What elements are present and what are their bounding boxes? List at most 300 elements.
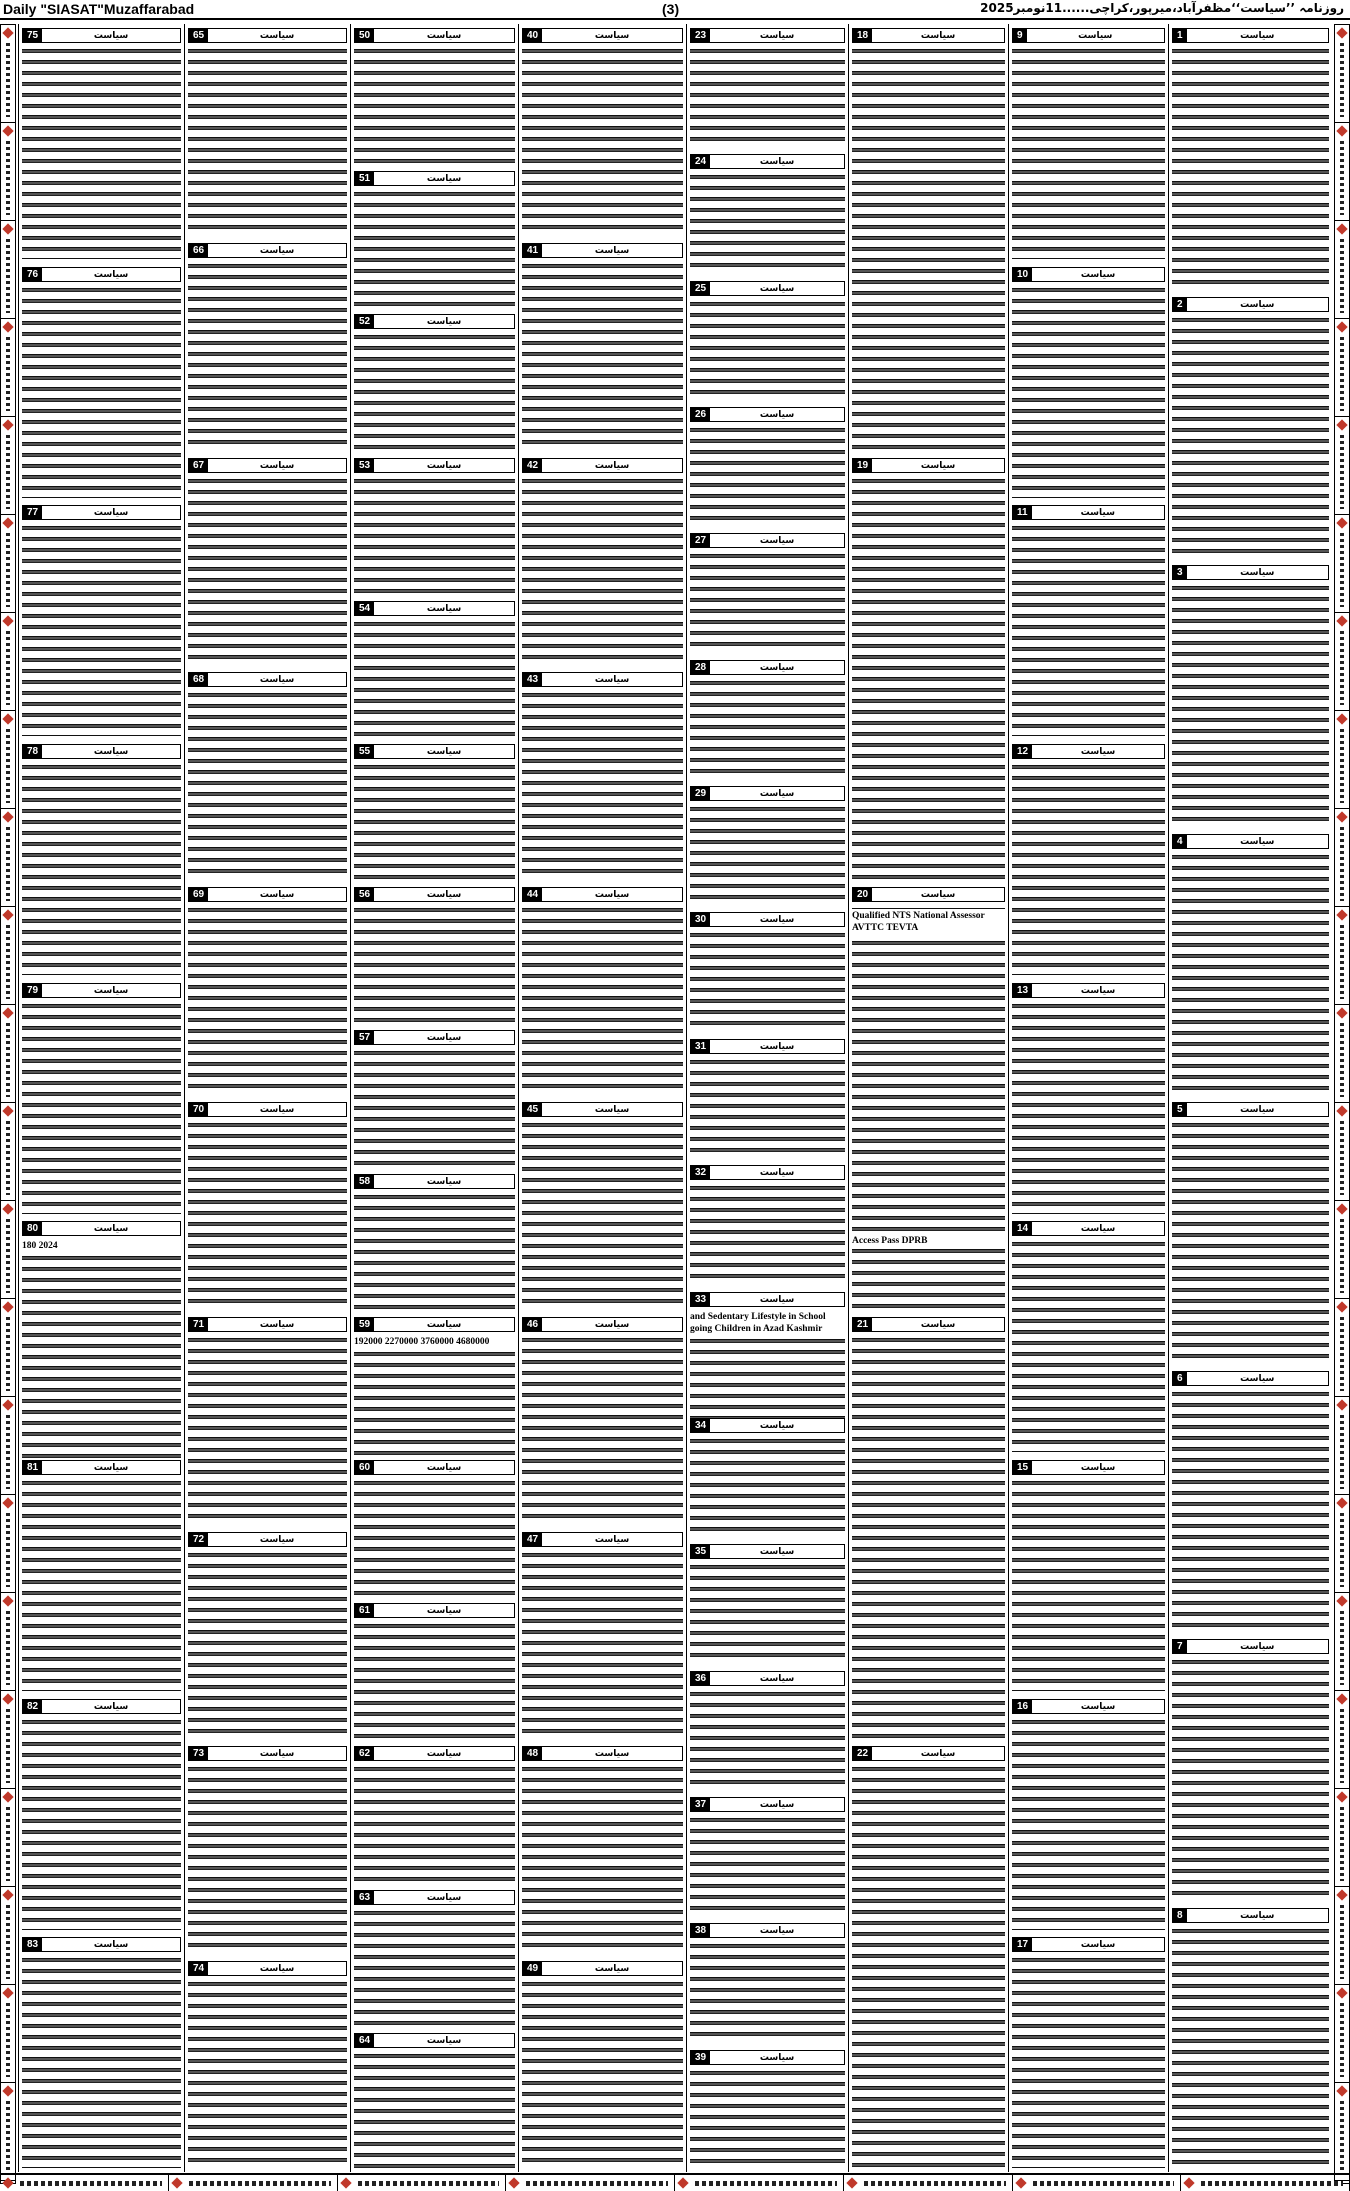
notice-number: 12 (1013, 745, 1032, 758)
notice-body-text (354, 1349, 515, 1466)
notice-number: 45 (523, 1103, 542, 1116)
notice-logo: سیاست (759, 1041, 795, 1052)
notice-block (22, 1933, 181, 2170)
notice-logo: سیاست (93, 269, 129, 280)
notice-header (852, 1746, 1005, 1761)
notice-logo: سیاست (259, 30, 295, 41)
notice-logo: سیاست (1240, 836, 1275, 847)
notice-number: 36 (691, 1672, 710, 1685)
notice-header (188, 1961, 347, 1976)
notice-block (1172, 24, 1329, 291)
notice-logo: سیاست (594, 1104, 630, 1115)
strip-segment (1335, 613, 1349, 711)
notice-number: 32 (691, 1166, 710, 1179)
english-text: and Sedentary Lifestyle in School going Children in Azad Kashmir (690, 1310, 845, 1336)
notice-number: 59 (355, 1318, 374, 1331)
notice-logo: سیاست (594, 889, 630, 900)
notice-logo: سیاست (259, 674, 295, 685)
notice-logo: سیاست (920, 1748, 956, 1759)
notice-logo: سیاست (426, 30, 462, 41)
notice-logo: سیاست (594, 1748, 630, 1759)
notice-header (354, 2033, 515, 2048)
notice-body-text (1012, 1717, 1165, 1930)
notice-block (1172, 561, 1329, 828)
notice-header (22, 267, 181, 282)
masthead (0, 0, 1350, 20)
notice-body-text (188, 46, 347, 235)
notice-body-text (1012, 1239, 1165, 1452)
notice-block (22, 24, 181, 261)
notice-logo: سیاست (93, 985, 129, 996)
notice-header (690, 407, 845, 422)
notice-body-text (690, 930, 845, 1030)
notice-header (354, 28, 515, 43)
notice-number: 78 (23, 745, 42, 758)
notice-logo: سیاست (93, 30, 129, 41)
notice-number: 22 (853, 1747, 872, 1760)
notice-block (354, 167, 515, 308)
strip-segment (1335, 25, 1349, 123)
strip-segment (1335, 1789, 1349, 1887)
notice-block (1012, 1933, 1165, 2170)
notice-number: 2 (1173, 298, 1187, 311)
strip-segment (1, 1789, 15, 1887)
notice-logo: سیاست (1080, 1223, 1116, 1234)
strip-segment (1, 711, 15, 809)
notice-number: 11 (1013, 506, 1032, 519)
notice-header (690, 1292, 845, 1307)
notice-body-text (354, 1192, 515, 1309)
notice-number: 55 (355, 745, 374, 758)
strip-segment (1, 1201, 15, 1299)
notice-block (354, 1599, 515, 1740)
notice-header (354, 1030, 515, 1045)
notice-number: 30 (691, 913, 710, 926)
notice-number: 58 (355, 1175, 374, 1188)
notice-number: 14 (1013, 1222, 1032, 1235)
strip-segment (1, 123, 15, 221)
notice-number: 62 (355, 1747, 374, 1760)
notice-block (852, 1742, 1005, 2170)
notice-number: 70 (189, 1103, 208, 1116)
notice-block (1172, 1367, 1329, 1634)
notice-body-text (690, 172, 845, 272)
notice-number: 34 (691, 1419, 710, 1432)
notice-logo: سیاست (259, 1104, 295, 1115)
footer-segment (1181, 2175, 1350, 2191)
notice-body-text (522, 1979, 683, 2168)
notice-number: 35 (691, 1545, 710, 1558)
notice-header (188, 1317, 347, 1332)
footer-segment (169, 2175, 338, 2191)
notice-body-text (354, 1908, 515, 2025)
notice-body-text (1172, 1926, 1329, 2169)
notice-header (690, 1923, 845, 1938)
notice-header (522, 1532, 683, 1547)
left-decorative-strip (0, 24, 16, 2184)
notice-column (686, 24, 848, 2172)
notice-header (1012, 1699, 1165, 1714)
notice-number: 51 (355, 172, 374, 185)
strip-segment (1335, 1005, 1349, 1103)
notice-body-text (1172, 1120, 1329, 1363)
strip-segment (1, 417, 15, 515)
notice-header (354, 1746, 515, 1761)
notice-number: 65 (189, 29, 208, 42)
notice-number: 67 (189, 459, 208, 472)
footer-segment (675, 2175, 844, 2191)
notice-block (852, 24, 1005, 452)
notice-number: 16 (1013, 1700, 1032, 1713)
notice-logo: سیاست (259, 1319, 295, 1330)
strip-segment (1335, 123, 1349, 221)
notice-number: 73 (189, 1747, 208, 1760)
notice-header (522, 887, 683, 902)
notice-number: 82 (23, 1700, 42, 1713)
notice-body-text (690, 804, 845, 904)
notice-header (1012, 505, 1165, 520)
notice-body-text (22, 285, 181, 498)
notice-logo: سیاست (93, 1462, 129, 1473)
notice-header (1012, 744, 1165, 759)
strip-segment (1335, 907, 1349, 1005)
notice-block (522, 668, 683, 881)
notice-logo: سیاست (93, 507, 129, 518)
strip-segment (1335, 1495, 1349, 1593)
notice-number: 23 (691, 29, 710, 42)
notice-body-text (22, 1717, 181, 1930)
notice-body-text (522, 905, 683, 1094)
notice-header (690, 28, 845, 43)
notice-block (1012, 1217, 1165, 1454)
strip-segment (1, 515, 15, 613)
notice-number: 42 (523, 459, 542, 472)
notice-number: 74 (189, 1962, 208, 1975)
notice-block (690, 150, 845, 274)
notice-body-text (690, 425, 845, 525)
notice-number: 72 (189, 1533, 208, 1546)
notice-block (354, 1313, 515, 1454)
notice-block (690, 24, 845, 148)
notice-column (518, 24, 686, 2172)
strip-segment (1335, 515, 1349, 613)
strip-segment (1, 1495, 15, 1593)
notice-logo: سیاست (759, 2052, 795, 2063)
masthead-paper-name: Daily "SIASAT"Muzaffarabad (3, 1, 195, 17)
notice-number: 33 (691, 1293, 710, 1306)
notice-logo: سیاست (759, 1420, 795, 1431)
notice-number: 52 (355, 315, 374, 328)
notice-body-text (188, 690, 347, 879)
notice-body-text (1012, 762, 1165, 975)
notice-logo: سیاست (1240, 1373, 1275, 1384)
notice-body-text (1172, 852, 1329, 1095)
notice-header (22, 1460, 181, 1475)
strip-segment (1335, 1201, 1349, 1299)
notice-number: 66 (189, 244, 208, 257)
notice-number: 18 (853, 29, 872, 42)
notice-header (22, 28, 181, 43)
strip-segment (1335, 2083, 1349, 2181)
strip-segment (1, 907, 15, 1005)
notice-logo: سیاست (920, 889, 956, 900)
notice-logo: سیاست (759, 156, 795, 167)
notice-header (690, 1544, 845, 1559)
footer-segment (1013, 2175, 1182, 2191)
notice-header (690, 154, 845, 169)
strip-segment (1335, 319, 1349, 417)
notice-block (690, 1414, 845, 1538)
notice-header (354, 314, 515, 329)
notice-number: 6 (1173, 1372, 1187, 1385)
notice-block (690, 1161, 845, 1285)
notice-number: 54 (355, 602, 374, 615)
notice-header (1172, 565, 1329, 580)
notice-number: 75 (23, 29, 42, 42)
amount-text: 192000 2270000 3760000 4680000 (354, 1335, 515, 1349)
strip-segment (1335, 1299, 1349, 1397)
notice-block (522, 1313, 683, 1526)
notice-logo: سیاست (426, 1176, 462, 1187)
notice-body-text (354, 46, 515, 163)
notice-number: 40 (523, 29, 542, 42)
notice-header (354, 601, 515, 616)
notice-number: 21 (853, 1318, 872, 1331)
notice-body-text (852, 905, 1005, 1309)
notice-body-text (188, 905, 347, 1094)
strip-segment (1, 1887, 15, 1985)
notice-number: 9 (1013, 29, 1027, 42)
notice-logo: سیاست (1080, 985, 1116, 996)
notice-logo: سیاست (426, 2035, 462, 2046)
notice-logo: سیاست (759, 1294, 795, 1305)
notice-logo: سیاست (759, 1673, 795, 1684)
notice-header (354, 1603, 515, 1618)
notice-number: 29 (691, 787, 710, 800)
notice-logo: سیاست (259, 1534, 295, 1545)
notice-body-text (690, 1689, 845, 1789)
notice-body-text (1012, 1478, 1165, 1691)
notice-block (690, 277, 845, 401)
strip-segment (1335, 417, 1349, 515)
notice-logo: سیاست (93, 1223, 129, 1234)
notice-header (1172, 1908, 1329, 1923)
strip-segment (1335, 1103, 1349, 1201)
notice-block (690, 403, 845, 527)
notice-block (1172, 1904, 1329, 2171)
notice-header (1172, 1639, 1329, 1654)
strip-segment (1, 613, 15, 711)
notice-header (354, 1890, 515, 1905)
notice-number: 8 (1173, 1909, 1187, 1922)
notice-block (22, 979, 181, 1216)
amount-text: 180 2024 (22, 1239, 181, 1253)
notice-block (690, 782, 845, 906)
notice-body-text (1012, 1955, 1165, 2168)
notice-logo: سیاست (920, 460, 956, 471)
notice-block (354, 1456, 515, 1597)
notice-body-text (354, 619, 515, 736)
notice-header (188, 28, 347, 43)
notice-body-text (188, 261, 347, 450)
notice-logo: سیاست (594, 30, 630, 41)
notice-body-text (690, 1436, 845, 1536)
notice-logo: سیاست (259, 889, 295, 900)
notice-number: 41 (523, 244, 542, 257)
strip-segment (1, 1691, 15, 1789)
notice-logo: سیاست (759, 30, 795, 41)
notice-block (522, 1742, 683, 1955)
notice-header (690, 912, 845, 927)
notice-block (522, 24, 683, 237)
notice-body-text (1172, 46, 1329, 289)
notice-header (22, 505, 181, 520)
notice-logo: سیاست (426, 1605, 462, 1616)
notice-body-text (188, 1979, 347, 2168)
notice-logo: سیاست (93, 1939, 129, 1950)
notice-header (690, 660, 845, 675)
notice-number: 44 (523, 888, 542, 901)
notice-logo: سیاست (426, 173, 462, 184)
notice-header (1172, 834, 1329, 849)
notice-body-text (354, 762, 515, 879)
notice-body-text (22, 1253, 181, 1466)
strip-segment (1, 221, 15, 319)
notice-logo: سیاست (594, 1534, 630, 1545)
notice-body-text (690, 1057, 845, 1157)
notice-number: 68 (189, 673, 208, 686)
notice-block (852, 454, 1005, 882)
notice-body-text (522, 690, 683, 879)
notice-body-text (22, 46, 181, 259)
notice-body-text (852, 1335, 1005, 1739)
notice-logo: سیاست (259, 245, 295, 256)
strip-segment (1335, 221, 1349, 319)
strip-segment (1335, 1985, 1349, 2083)
notice-number: 39 (691, 2051, 710, 2064)
notice-header (522, 1317, 683, 1332)
notice-number: 53 (355, 459, 374, 472)
notice-logo: سیاست (759, 1925, 795, 1936)
notice-block (522, 454, 683, 667)
notice-block (852, 1313, 1005, 1741)
notice-body-text (188, 1335, 347, 1524)
notice-logo: سیاست (920, 30, 956, 41)
notice-body-text (188, 1764, 347, 1953)
notice-number: 38 (691, 1924, 710, 1937)
strip-segment (1, 809, 15, 907)
notice-header (354, 744, 515, 759)
notice-number: 76 (23, 268, 42, 281)
notice-column (18, 24, 184, 2172)
notice-number: 28 (691, 661, 710, 674)
notice-body-text (852, 1764, 1005, 2168)
notice-logo: سیاست (426, 1319, 462, 1330)
notice-column (1168, 24, 1332, 2172)
notice-number: 69 (189, 888, 208, 901)
notice-number: 25 (691, 282, 710, 295)
notice-number: 64 (355, 2034, 374, 2047)
notice-logo: سیاست (594, 674, 630, 685)
notice-block (354, 310, 515, 451)
notice-block (1172, 293, 1329, 560)
notice-header (354, 887, 515, 902)
notice-block (354, 2029, 515, 2170)
notice-block (188, 1098, 347, 1311)
notice-logo: سیاست (759, 283, 795, 294)
notice-block (22, 1217, 181, 1454)
notice-block (188, 1957, 347, 2170)
notice-body-text (690, 1815, 845, 1915)
notice-header (690, 533, 845, 548)
notice-logo: سیاست (759, 409, 795, 420)
footer-segment (844, 2175, 1013, 2191)
notice-body-text (1012, 285, 1165, 498)
notice-number: 79 (23, 984, 42, 997)
notice-number: 50 (355, 29, 374, 42)
notice-header (188, 1746, 347, 1761)
notice-logo: سیاست (1240, 299, 1275, 310)
notice-header (1172, 297, 1329, 312)
notice-number: 4 (1173, 835, 1187, 848)
notice-header (852, 1317, 1005, 1332)
notice-body-text (354, 1048, 515, 1165)
notice-header (522, 1102, 683, 1117)
notice-header (354, 1174, 515, 1189)
notice-block (22, 740, 181, 977)
strip-segment (1335, 1397, 1349, 1495)
notice-header (690, 2050, 845, 2065)
notice-header (522, 458, 683, 473)
notice-number: 3 (1173, 566, 1187, 579)
notice-number: 63 (355, 1891, 374, 1904)
notice-block (1012, 24, 1165, 261)
notice-header (690, 1039, 845, 1054)
notice-body-text (1012, 523, 1165, 736)
strip-segment (1, 1985, 15, 2083)
notice-block (22, 501, 181, 738)
notice-block (522, 1957, 683, 2170)
notice-logo: سیاست (759, 788, 795, 799)
notice-block (188, 883, 347, 1096)
english-text: Qualified NTS National Assessor AVTTC TEVTA (852, 909, 1005, 935)
notice-block (188, 1742, 347, 1955)
notice-logo: سیاست (1240, 567, 1275, 578)
notice-number: 17 (1013, 1938, 1032, 1951)
notice-number: 49 (523, 1962, 542, 1975)
notice-block (1012, 979, 1165, 1216)
notice-header (690, 1671, 845, 1686)
notice-number: 61 (355, 1604, 374, 1617)
notice-header (522, 1746, 683, 1761)
notice-block (522, 239, 683, 452)
notice-logo: سیاست (93, 746, 129, 757)
notice-block (690, 908, 845, 1032)
notice-header (188, 887, 347, 902)
notice-header (522, 672, 683, 687)
strip-segment (1335, 1691, 1349, 1789)
notice-body-text (522, 1335, 683, 1524)
notice-block (690, 1667, 845, 1791)
notice-header (690, 281, 845, 296)
notice-body-text (690, 299, 845, 399)
strip-segment (1, 1005, 15, 1103)
notice-block (188, 24, 347, 237)
notice-header (1012, 267, 1165, 282)
notice-block (690, 1540, 845, 1664)
notice-block (354, 1886, 515, 2027)
notice-logo: سیاست (594, 245, 630, 256)
